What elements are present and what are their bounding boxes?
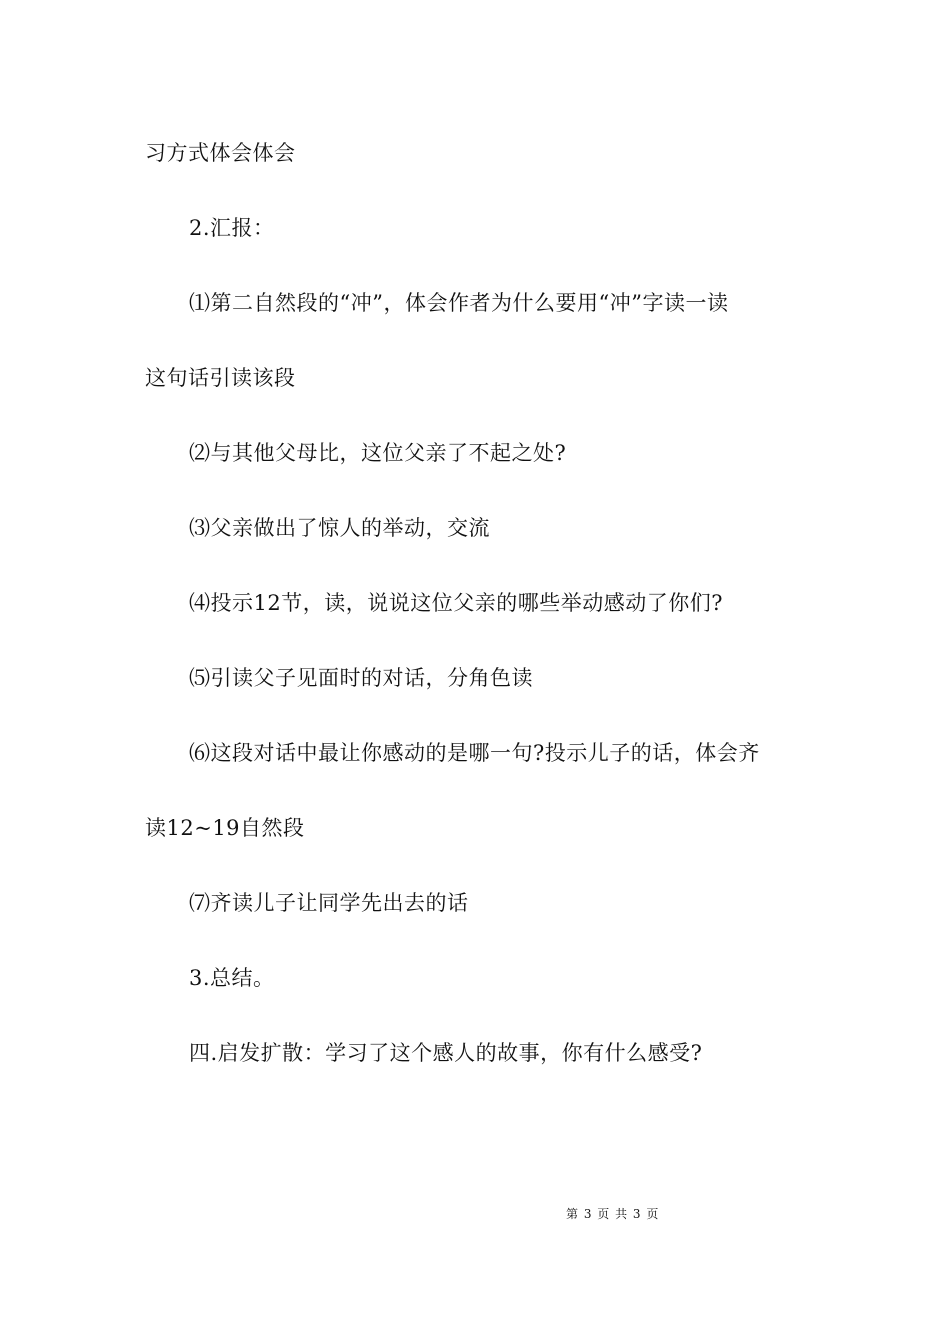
paragraph-11: ⑺齐读儿子让同学先出去的话 [189, 891, 469, 915]
paragraph-12: 3.总结。 [189, 966, 275, 990]
paragraph-10: 读12~19自然段 [145, 816, 305, 840]
paragraph-6: ⑶父亲做出了惊人的举动，交流 [189, 516, 490, 540]
paragraph-5: ⑵与其他父母比，这位父亲了不起之处? [189, 441, 567, 465]
paragraph-3: ⑴第二自然段的“冲”，体会作者为什么要用“冲”字读一读 [189, 291, 729, 315]
paragraph-7: ⑷投示12节，读，说说这位父亲的哪些举动感动了你们? [189, 591, 723, 615]
paragraph-1: 习方式体会体会 [145, 141, 296, 165]
paragraph-13: 四.启发扩散：学习了这个感人的故事，你有什么感受? [189, 1041, 703, 1065]
page-footer: 第 3 页 共 3 页 [566, 1207, 660, 1221]
paragraph-9: ⑹这段对话中最让你感动的是哪一句?投示儿子的话，体会齐 [189, 741, 760, 765]
paragraph-8: ⑸引读父子见面时的对话，分角色读 [189, 666, 533, 690]
paragraph-2: 2.汇报： [189, 216, 275, 240]
paragraph-4: 这句话引读该段 [145, 366, 296, 390]
